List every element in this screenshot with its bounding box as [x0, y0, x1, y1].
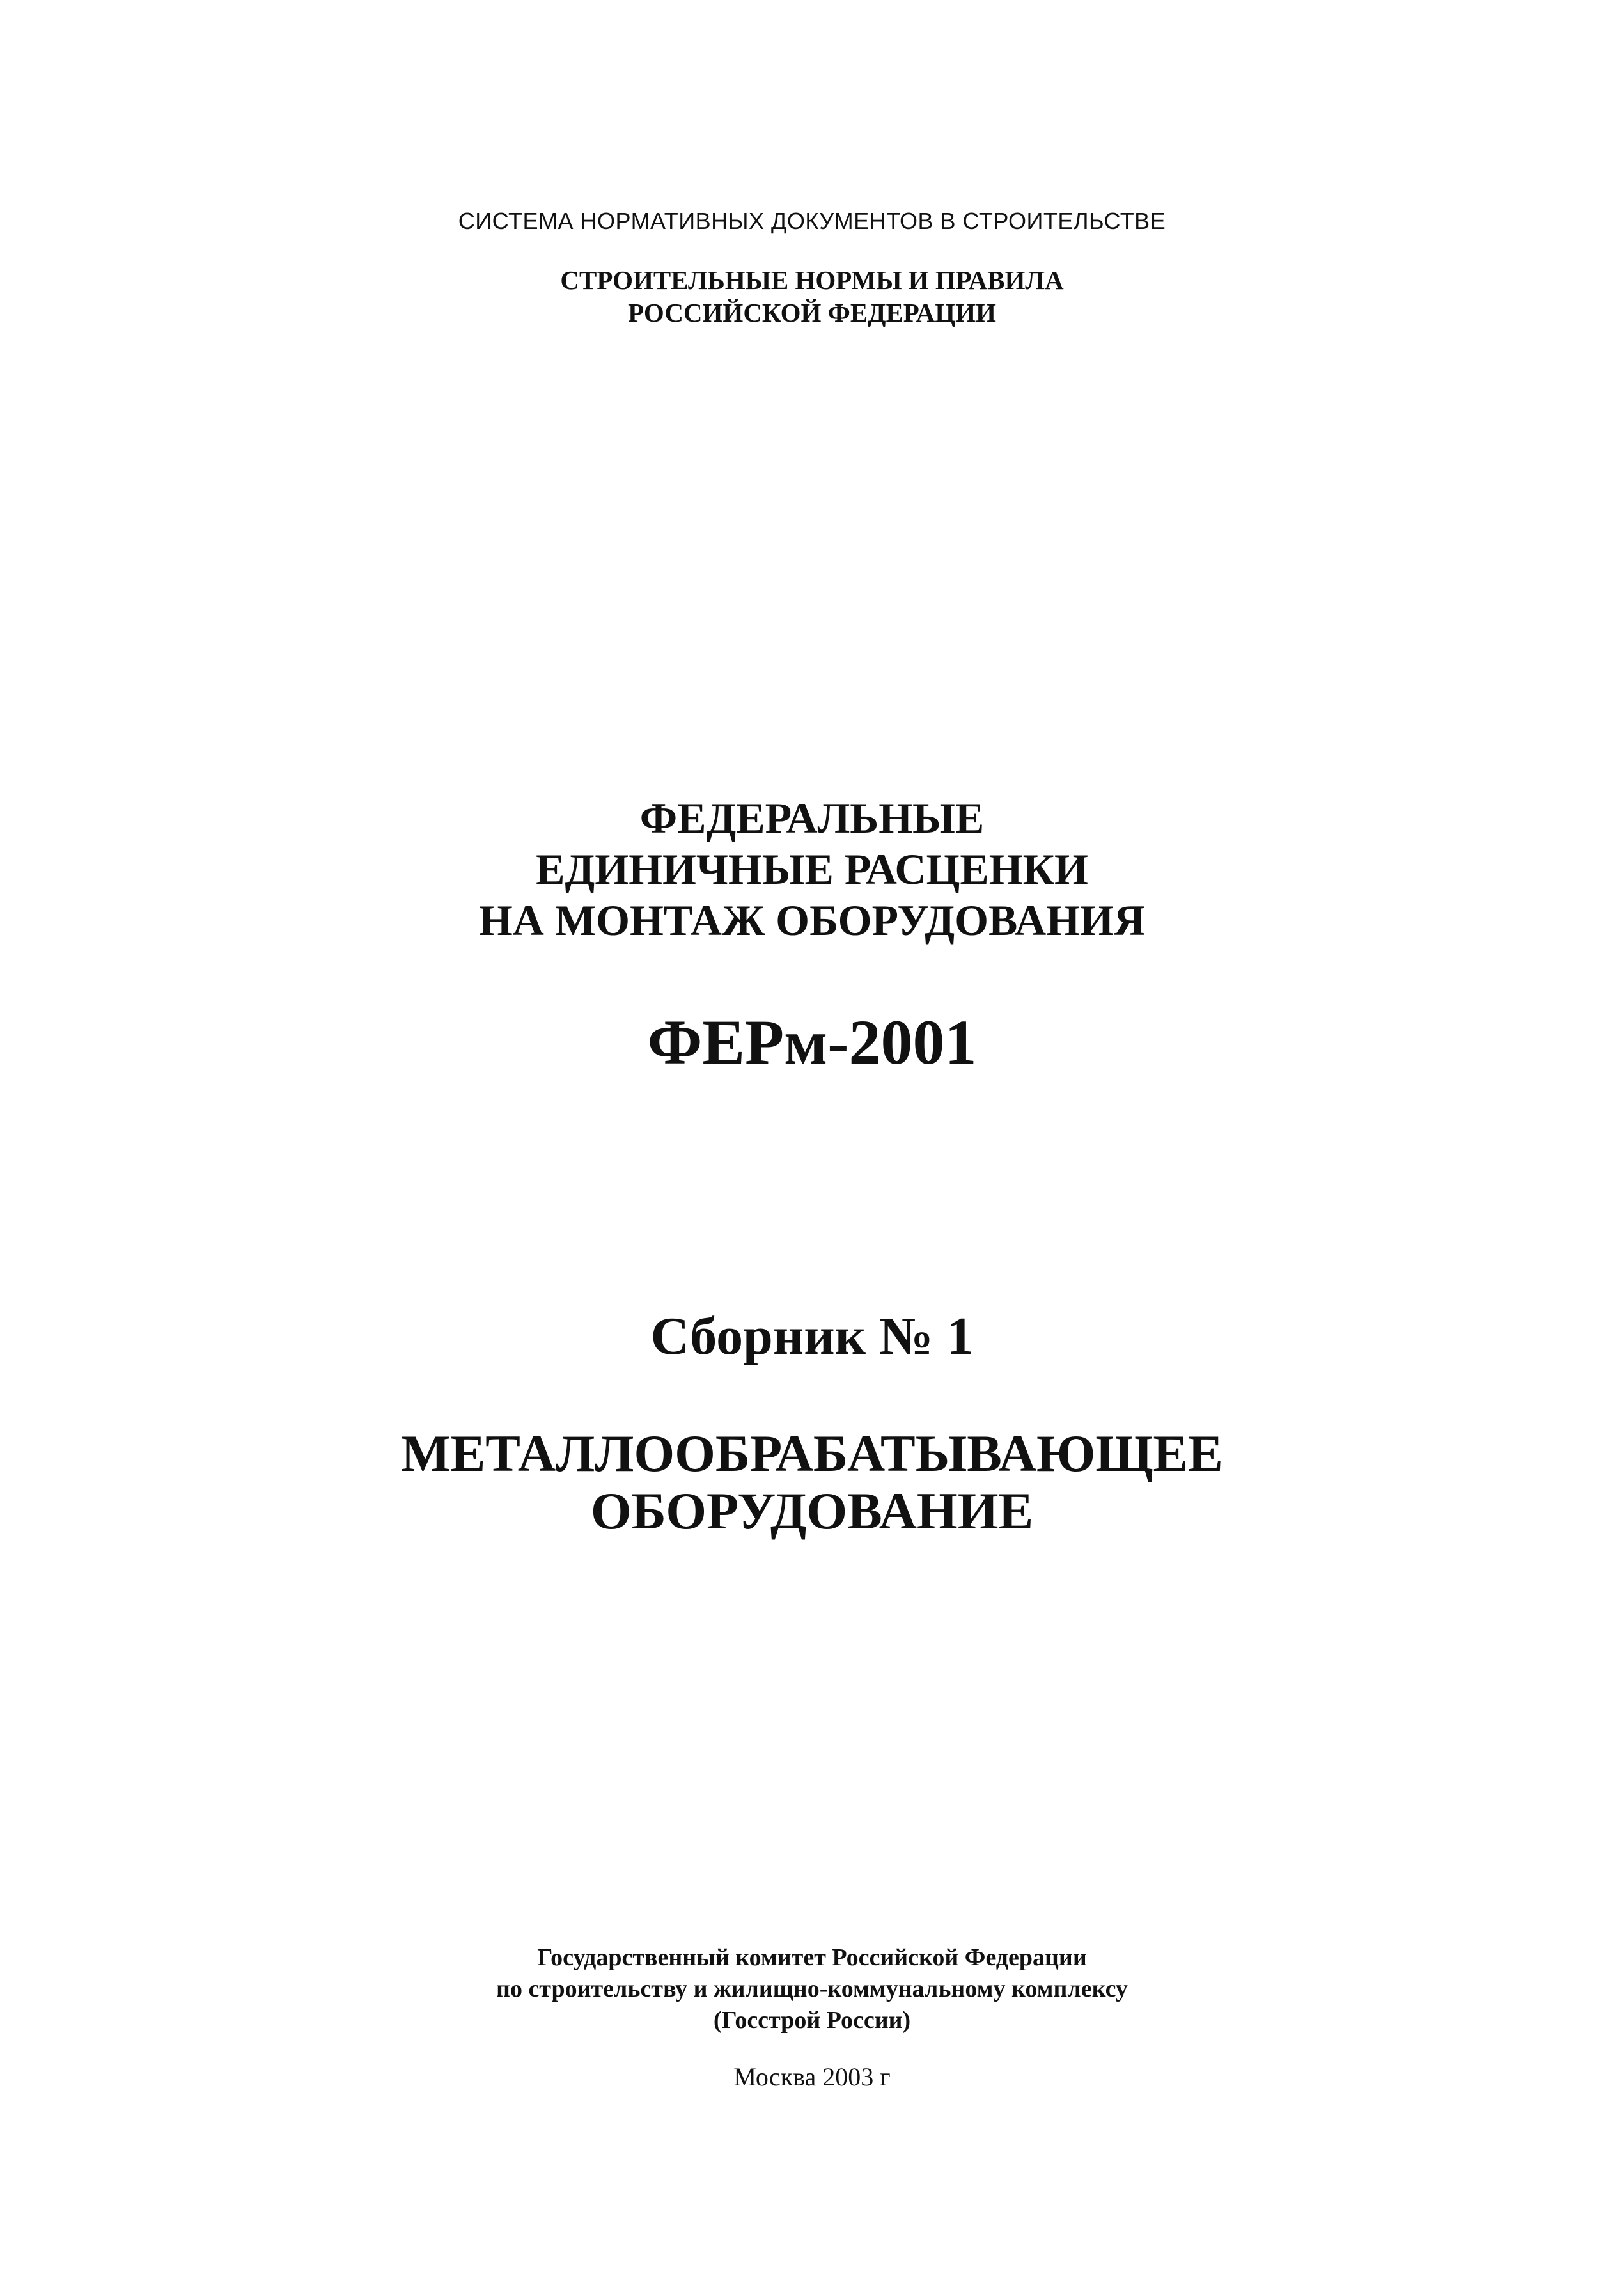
publisher-line1: Государственный комитет Российской Федерации — [537, 1944, 1087, 1971]
norms-heading-line2: РОССИЙСКОЙ ФЕДЕРАЦИИ — [628, 298, 996, 327]
collection-number: Сборник № 1 — [650, 1307, 974, 1366]
document-code: ФЕРм-2001 — [647, 1007, 977, 1078]
system-of-normative-documents: СИСТЕМА НОРМАТИВНЫХ ДОКУМЕНТОВ В СТРОИТЕЛЬСТВЕ — [458, 208, 1166, 234]
collection-name-line1: МЕТАЛЛООБРАБАТЫВАЮЩЕЕ — [401, 1424, 1223, 1482]
norms-heading-line1: СТРОИТЕЛЬНЫЕ НОРМЫ И ПРАВИЛА — [560, 265, 1064, 295]
title-line3: НА МОНТАЖ ОБОРУДОВАНИЯ — [478, 896, 1146, 945]
place-and-year: Москва 2003 г — [733, 2062, 891, 2091]
title-line2: ЕДИНИЧНЫЕ РАСЦЕНКИ — [536, 845, 1088, 893]
publisher-line2: по строительству и жилищно-коммунальному комплексу — [496, 1975, 1128, 2002]
publisher-line3: (Госстрой России) — [713, 2007, 911, 2034]
collection-name-line2: ОБОРУДОВАНИЕ — [590, 1482, 1034, 1540]
title-line1: ФЕДЕРАЛЬНЫЕ — [639, 794, 985, 842]
